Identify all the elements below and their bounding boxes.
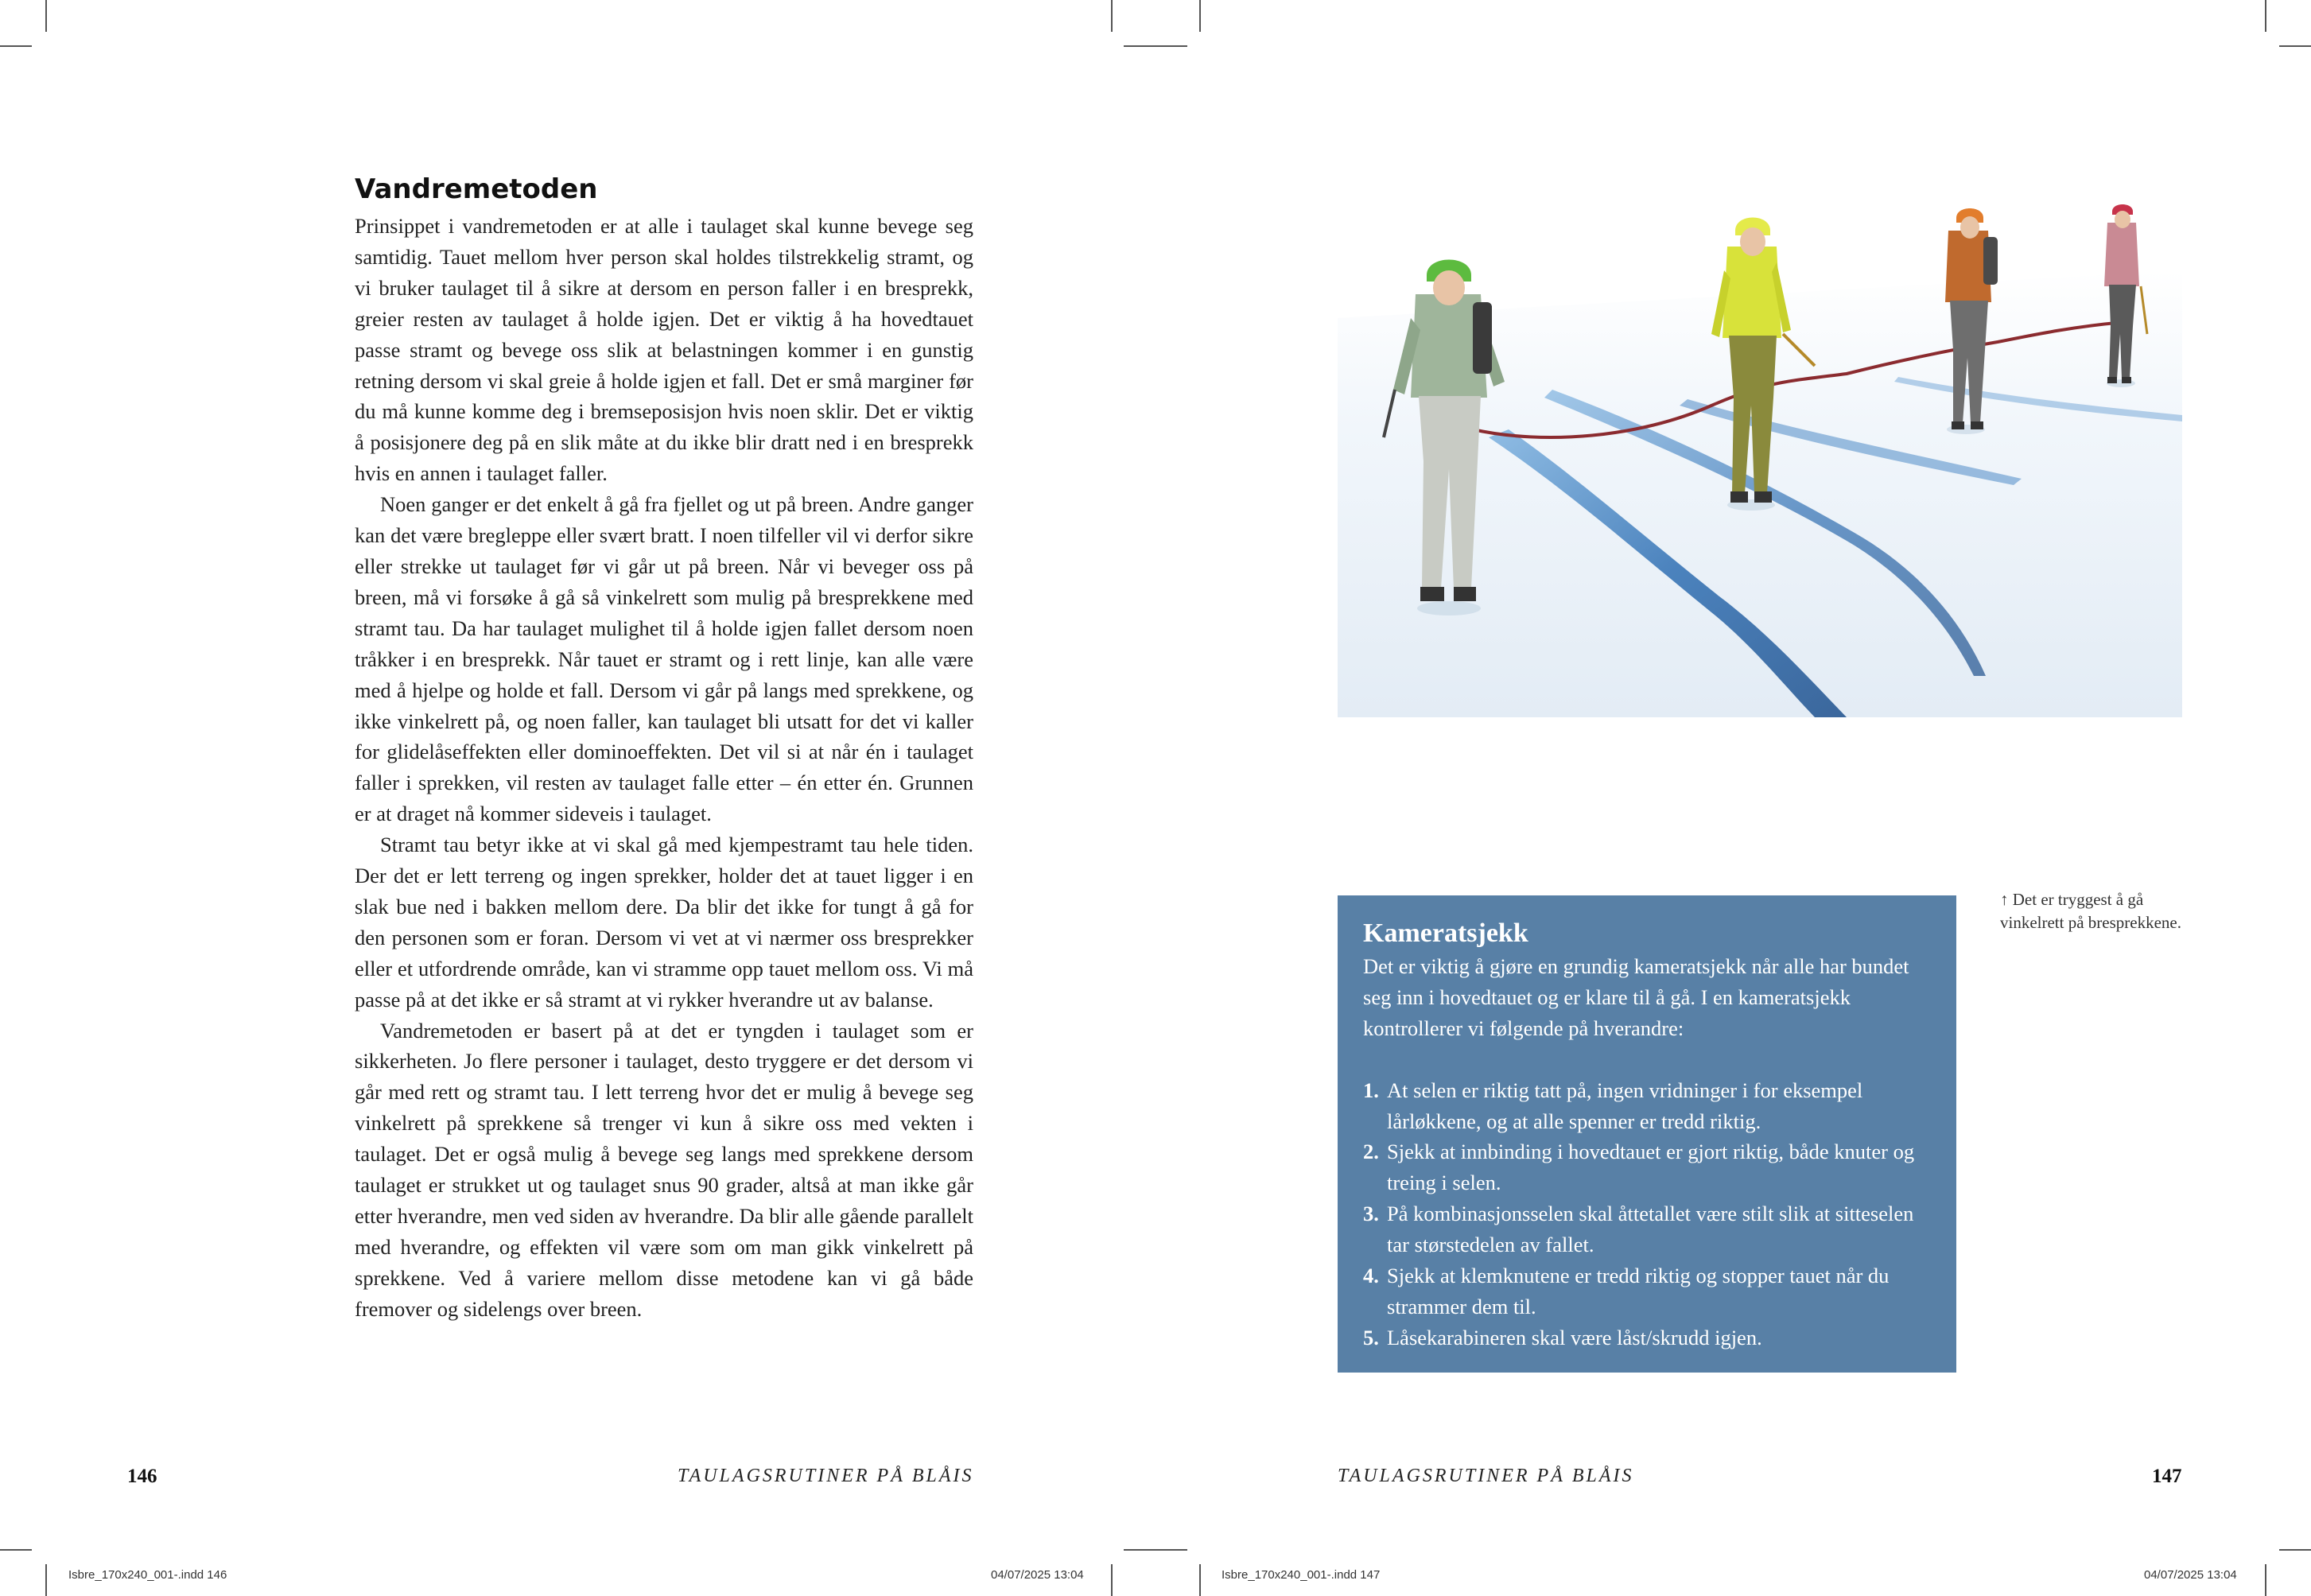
item-number: 1.	[1363, 1078, 1379, 1102]
crop-mark	[1199, 1564, 1201, 1596]
body-text	[355, 211, 973, 1325]
crop-mark	[2265, 0, 2266, 32]
paragraph: Prinsippet i vandremetoden er at alle i taulaget skal kunne bevege seg samtidig. Tauet mellom hver person skal holdes tilstrekkelig stramt, og vi bruker taulaget til å sikre at dersom en person faller i en bresprekk, greier resten av taulaget å holde igjen. Det er viktig å ha hovedtauet passe stramt og bevege oss slik at belastningen kommer i en gunstig retning dersom vi skal greie å holde igjen et fall. Det er små marginer før du må kunne komme deg i bremseposisjon hvis noen sklir. Det er viktig å posisjonere deg på en slik måte at du ikke blir dratt ned i en bresprekk hvis en annen i taulaget faller.	[355, 214, 973, 486]
page-number: 147	[2152, 1466, 2182, 1487]
crop-mark	[2279, 45, 2311, 47]
box-intro: Det er viktig å gjøre en grundig kameratsjekk når alle har bundet seg inn i hovedtauet og er klare til å gå. I en kameratsjekk kontrollerer vi følgende på hverandre:	[1363, 954, 1909, 1040]
item-text: At selen er riktig tatt på, ingen vridninger i for eksempel lårløkkene, og at alle spenner er tredd riktig.	[1387, 1078, 1863, 1133]
slug-date: 04/07/2025 13:04	[2144, 1568, 2237, 1582]
checklist	[1363, 1075, 1932, 1353]
item-text: Låsekarabineren skal være låst/skrudd igjen.	[1387, 1325, 1762, 1349]
slug-file: Isbre_170x240_001-.indd 146	[68, 1568, 227, 1582]
paragraph: Noen ganger er det enkelt å gå fra fjellet og ut på breen. Andre ganger kan det være bregleppe eller svært bratt. I noen tilfeller vil vi derfor sikre eller strekke ut taulaget før vi går ut på breen. Når vi beveger oss på breen, må vi forsøke å gå så vinkelrett som mulig på bresprekkene med stramt tau. Da har taulaget mulighet til å holde igjen fallet dersom noen tråkker i en bresprekk. Når tauet er stramt og i rett linje, kan alle være med å hjelpe og holde et fall. Dersom vi går på langs med sprekkene, og ikke vinkelrett på, og noen faller, kan taulaget bli utsatt for det vi kaller for glidelåseffekten eller dominoeffekten. Det vil si at når én i taulaget faller i sprekken, vil resten av taulaget falle etter – én etter én. Grunnen er at draget nå kommer sideveis i taulaget.	[355, 492, 973, 826]
running-head: TAULAGSRUTINER PÅ BLÅIS	[1338, 1466, 1634, 1486]
crop-mark	[1111, 1564, 1113, 1596]
checklist-item	[1363, 1198, 1932, 1260]
item-text: Sjekk at klemknutene er tredd riktig og stopper tauet når du strammer dem til.	[1387, 1264, 1890, 1318]
checklist-item	[1363, 1075, 1932, 1137]
box-title: Kameratsjekk	[1363, 918, 1528, 948]
crop-mark	[1124, 1549, 1187, 1551]
item-number: 5.	[1363, 1325, 1379, 1349]
slug-date: 04/07/2025 13:04	[991, 1568, 1084, 1582]
slug-file: Isbre_170x240_001-.indd 147	[1222, 1568, 1381, 1582]
checklist-item	[1363, 1260, 1932, 1322]
item-number: 4.	[1363, 1264, 1379, 1288]
crop-mark	[2265, 1564, 2266, 1596]
image-caption: ↑ Det er tryggest å gå vinkelrett på bresprekkene.	[2000, 890, 2181, 932]
item-text: Sjekk at innbinding i hovedtauet er gjort riktig, både knuter og treing i selen.	[1387, 1140, 1915, 1195]
item-text: På kombinasjonsselen skal åttetallet være stilt slik at sitteselen tar størstedelen av fallet.	[1387, 1202, 1914, 1257]
kameratsjekk-box	[1338, 895, 1956, 1373]
crop-mark	[1199, 0, 1201, 32]
crop-mark	[1111, 0, 1113, 32]
crop-mark	[0, 45, 32, 47]
crop-mark	[45, 1564, 47, 1596]
page-number: 146	[127, 1466, 157, 1487]
item-number: 2.	[1363, 1140, 1379, 1164]
crop-mark	[1124, 45, 1187, 47]
crop-mark	[0, 1549, 32, 1551]
paragraph: Vandremetoden er basert på at det er tyngden i taulaget som er sikkerheten. Jo flere personer i taulaget, desto tryggere er det dersom vi går med rett og stramt tau. I lett terreng hvor det er mulig å bevege seg vinkelrett på sprekkene så trenger vi kun å sikre oss med vekten i taulaget. Det er også mulig å bevege seg langs med sprekkene dersom taulaget er strukket ut og taulaget snus 90 grader, altså at man ikke går etter hverandre, men ved siden av hverandre. Da blir alle gående parallelt med hverandre, og effekten vil være som om man gikk vinkelrett på sprekkene. Ved å variere mellom disse metodene kan vi gå både fremover og sidelengs over breen.	[355, 1018, 973, 1321]
crop-mark	[2279, 1549, 2311, 1551]
item-number: 3.	[1363, 1202, 1379, 1226]
checklist-item	[1363, 1136, 1932, 1198]
paragraph: Stramt tau betyr ikke at vi skal gå med kjempestramt tau hele tiden. Der det er lett terreng og ingen sprekker, holder det at tauet ligger i en slak bue ned i bakken mellom dere. Da blir det ikke for tungt å gå for den personen som er foran. Dersom vi vet at vi nærmer oss bresprekker eller et utfordrende område, kan vi stramme opp tauet mellom oss. Vi må passe på at det ikke er så stramt at vi rykker hverandre ut av balanse.	[355, 833, 973, 1012]
crop-mark	[45, 0, 47, 32]
glacier-illustration-svg	[1338, 199, 2182, 717]
section-heading: Vandremetoden	[355, 173, 598, 205]
running-head: TAULAGSRUTINER PÅ BLÅIS	[678, 1466, 974, 1486]
checklist-item	[1363, 1322, 1932, 1353]
glacier-illustration	[1338, 199, 2182, 717]
